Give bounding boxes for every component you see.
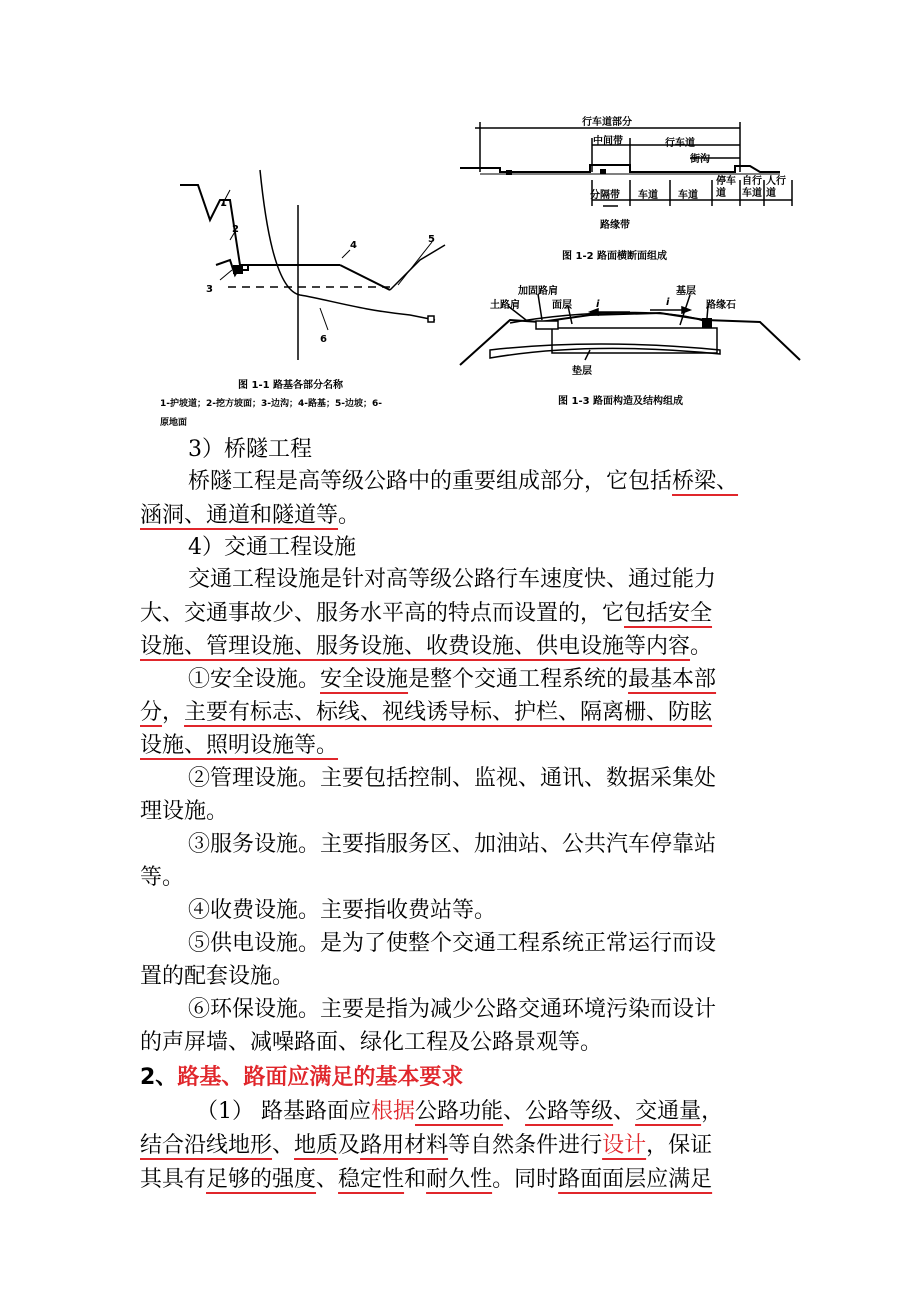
- fig3-label-curb: 路缘石: [706, 300, 736, 311]
- item3-line2: 等。: [140, 865, 185, 890]
- req-line1: [196, 1096, 723, 1128]
- item2-line1: ②管理设施。主要包括控制、监视、通讯、数据采集处: [188, 766, 717, 791]
- fig2-label-edge-strip: 路缘带: [600, 220, 630, 231]
- underlined-text: 涵洞、通道和隧道等: [140, 503, 339, 528]
- fig3-slope-left: i: [596, 299, 600, 310]
- fig1-label-1: 1: [220, 198, 227, 209]
- text-run: 是整个交通工程系统的: [408, 667, 629, 692]
- fig1-caption: 图 1-1 路基各部分名称: [238, 380, 344, 391]
- text-run: 和: [404, 1167, 427, 1192]
- fig1-legend-line2: 原地面: [160, 418, 188, 428]
- item5-line2: 置的配套设施。: [140, 964, 295, 989]
- req-line2: [140, 1130, 712, 1162]
- fig2-caption: 图 1-2 路面横断面组成: [562, 251, 668, 262]
- underlined-text: 路面面层应满足: [558, 1167, 713, 1192]
- underlined-text: 交通量: [635, 1099, 702, 1124]
- item2-line2: 理设施。: [140, 799, 229, 824]
- fig3-caption: 图 1-3 路面构造及结构组成: [558, 396, 684, 407]
- item5-line1: ⑤供电设施。是为了使整个交通工程系统正常运行而设: [188, 931, 717, 956]
- text-run: 、: [272, 1133, 295, 1158]
- req-line3: [140, 1164, 712, 1196]
- underlined-text: 公路等级: [525, 1099, 614, 1124]
- text-run: 、: [503, 1099, 526, 1124]
- item3-line1: ③服务设施。主要指服务区、加油站、公共汽车停靠站: [188, 832, 717, 857]
- underlined-text: 稳定性: [338, 1167, 405, 1192]
- section-title: 路基、路面应满足的基本要求: [177, 1065, 464, 1090]
- text-run: 、: [613, 1099, 636, 1124]
- fig2-label-parking: 停车道: [716, 176, 736, 199]
- section4-p1-line1: 交通工程设施是针对高等级公路行车速度快、通过能力: [188, 567, 717, 592]
- section4-p1-line3: [140, 631, 712, 663]
- text-run: 桥隧工程是高等级公路中的重要组成部分，它包括: [188, 469, 673, 494]
- item6-line2: 的声屏墙、减噪路面、绿化工程及公路景观等。: [140, 1030, 603, 1055]
- fig3-slope-right: i: [666, 297, 670, 308]
- text-run: 其具有: [140, 1167, 207, 1192]
- section3-paragraph-line1: [188, 466, 738, 498]
- fig1-label-2: 2: [232, 224, 239, 235]
- section3-heading: 3）桥隧工程: [188, 437, 312, 462]
- fig1-label-3: 3: [206, 284, 213, 295]
- text-run: 大、交通事故少、服务水平高的特点而设置的，它: [140, 601, 625, 626]
- item1-line1: [188, 664, 716, 696]
- underlined-text: 桥梁、: [672, 469, 739, 494]
- text-run: ，: [162, 700, 185, 725]
- underlined-text: 足够的强度: [206, 1167, 317, 1192]
- text-run: 、: [316, 1167, 339, 1192]
- underlined-text: 结合沿线地形: [140, 1133, 273, 1158]
- fig1-label-4: 4: [350, 240, 357, 251]
- underlined-text: 公路功能: [415, 1099, 504, 1124]
- section-number: 2、: [140, 1065, 178, 1090]
- item6-line1: ⑥环保设施。主要是指为减少公路交通环境污染而设计: [188, 997, 717, 1022]
- section3-paragraph-line2: [140, 500, 360, 532]
- fig2-label-gutter: 街沟: [690, 154, 710, 165]
- underlined-text: 主要有标志、标线、视线诱导标、护栏、隔离栅、防眩: [184, 700, 713, 725]
- text-run: 。同时: [492, 1167, 559, 1192]
- section2-heading: [140, 1062, 463, 1094]
- item1-line2: [140, 697, 712, 729]
- item4-line1: ④收费设施。主要指收费站等。: [188, 898, 497, 923]
- fig2-label-top: 行车道部分: [582, 117, 632, 128]
- fig2-label-sidewalk: 人行道: [766, 176, 786, 199]
- underlined-text: 安全设施: [320, 667, 409, 692]
- red-text: 根据: [371, 1099, 416, 1124]
- underlined-text: 耐久性: [426, 1167, 493, 1192]
- section4-heading: 4）交通工程设施: [188, 535, 356, 560]
- figures-area: [160, 110, 810, 440]
- fig3-label-reinforced-shoulder: 加固路肩: [518, 286, 558, 297]
- fig3-label-base: 基层: [676, 286, 696, 297]
- fig1-label-5: 5: [428, 234, 435, 245]
- underlined-text: 最基本部: [628, 667, 717, 692]
- fig2-label-bike: 自行车道: [742, 176, 762, 199]
- fig2-label-median: 中间带: [593, 136, 623, 147]
- fig2-label-separator: 分隔带: [590, 190, 620, 201]
- section4-p1-line2: [140, 598, 712, 630]
- underlined-text: 设施、管理设施、服务设施、收费设施、供电设施等内容: [140, 634, 691, 659]
- text-run: （1） 路基路面应: [196, 1099, 371, 1124]
- text-run: 。: [690, 634, 713, 659]
- underlined-text: 包括安全: [624, 601, 713, 626]
- fig3-label-soil-shoulder: 土路肩: [490, 300, 520, 311]
- fig2-label-lane2: 车道: [678, 190, 698, 201]
- fig3-label-surface: 面层: [552, 300, 572, 311]
- text-run: ，保证: [646, 1133, 713, 1158]
- fig1-legend-line1: 1-护坡道；2-挖方坡面；3-边沟；4-路基；5-边坡；6-: [160, 399, 382, 409]
- item1-line3: [140, 730, 338, 762]
- fig2-label-carriageway: 行车道: [665, 138, 695, 149]
- text-run: ①安全设施。: [188, 667, 321, 692]
- text-run: ，: [701, 1099, 724, 1124]
- fig3-label-cushion: 垫层: [572, 366, 592, 377]
- fig1-label-6: 6: [320, 334, 327, 345]
- text-run: 等自然条件进行: [448, 1133, 603, 1158]
- underlined-text: 地质: [294, 1133, 339, 1158]
- text-run: 。: [338, 503, 361, 528]
- text-run: 及: [338, 1133, 361, 1158]
- underlined-text: 分: [140, 700, 163, 725]
- underlined-text: 路用材料: [360, 1133, 449, 1158]
- underlined-text: 设施、照明设施等。: [140, 733, 339, 758]
- red-underlined-text: 设计: [602, 1133, 647, 1158]
- fig2-label-lane1: 车道: [638, 190, 658, 201]
